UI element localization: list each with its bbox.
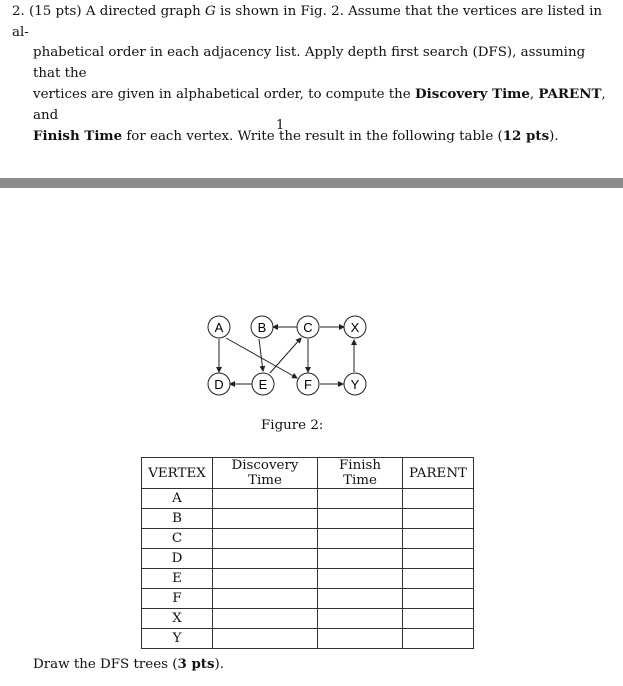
finish-cell[interactable] (318, 609, 403, 629)
vertex-cell: E (142, 569, 213, 589)
header-vertex: VERTEX (142, 458, 213, 489)
vertex-cell: A (142, 489, 213, 509)
parent-cell[interactable] (403, 609, 474, 629)
svg-text:F: F (304, 377, 312, 392)
header-parent: PARENT (403, 458, 474, 489)
svg-text:B: B (257, 320, 267, 335)
problem-line-2: phabetical order in each adjacency list. Apply depth first search (DFS), assuming that the (33, 45, 586, 81)
discovery-cell[interactable] (213, 589, 318, 609)
discovery-cell[interactable] (213, 529, 318, 549)
node-C (297, 316, 319, 338)
table-row (142, 509, 474, 529)
edge-B-E (259, 339, 263, 371)
svg-text:D: D (214, 377, 224, 392)
svg-text:A: A (214, 320, 224, 335)
finish-cell[interactable] (318, 549, 403, 569)
table-row (142, 629, 474, 649)
vertex-cell: D (142, 549, 213, 569)
discovery-cell[interactable] (213, 549, 318, 569)
header-discovery-time: Discovery Time (213, 458, 318, 489)
finish-cell[interactable] (318, 589, 403, 609)
node-Y (344, 373, 366, 395)
table-row (142, 549, 474, 569)
discovery-cell[interactable] (213, 609, 318, 629)
page-number: 1 (276, 118, 285, 133)
discovery-cell[interactable] (213, 569, 318, 589)
svg-text:Y: Y (350, 377, 360, 392)
problem-line-4: Finish Time for each vertex. Write the result in the following table (12 pts). (33, 128, 559, 144)
dfs-trees-instruction: Draw the DFS trees (3 pts). (33, 656, 225, 672)
discovery-cell[interactable] (213, 629, 318, 649)
problem-line-3: vertices are given in alphabetical order, to compute the Discovery Time, PARENT, and (33, 86, 606, 123)
vertex-cell: Y (142, 629, 213, 649)
parent-cell[interactable] (403, 589, 474, 609)
parent-cell[interactable] (403, 529, 474, 549)
node-E (252, 373, 274, 395)
parent-cell[interactable] (403, 629, 474, 649)
discovery-cell[interactable] (213, 509, 318, 529)
table-row (142, 569, 474, 589)
finish-cell[interactable] (318, 489, 403, 509)
node-A (208, 316, 230, 338)
table-row (142, 529, 474, 549)
discovery-cell[interactable] (213, 489, 318, 509)
table-header-row (142, 458, 474, 489)
svg-text:X: X (350, 320, 360, 335)
finish-cell[interactable] (318, 509, 403, 529)
vertex-cell: F (142, 589, 213, 609)
node-X (344, 316, 366, 338)
vertex-cell: C (142, 529, 213, 549)
finish-cell[interactable] (318, 569, 403, 589)
parent-cell[interactable] (403, 569, 474, 589)
table-row (142, 589, 474, 609)
vertex-cell: X (142, 609, 213, 629)
node-D (208, 373, 230, 395)
node-F (297, 373, 319, 395)
parent-cell[interactable] (403, 489, 474, 509)
parent-cell[interactable] (403, 549, 474, 569)
problem-line-1: 2. (15 pts) A directed graph G is shown in Fig. 2. Assume that the vertices are listed in al- (12, 4, 603, 40)
dfs-table (141, 457, 474, 649)
header-finish-time: Finish Time (318, 458, 403, 489)
svg-text:C: C (303, 320, 313, 335)
node-B (251, 316, 273, 338)
edge-E-C (270, 338, 301, 373)
finish-cell[interactable] (318, 529, 403, 549)
table-row (142, 609, 474, 629)
vertex-cell: B (142, 509, 213, 529)
finish-cell[interactable] (318, 629, 403, 649)
parent-cell[interactable] (403, 509, 474, 529)
svg-text:E: E (258, 377, 268, 392)
table-row (142, 489, 474, 509)
figure-caption: Figure 2: (261, 418, 324, 433)
